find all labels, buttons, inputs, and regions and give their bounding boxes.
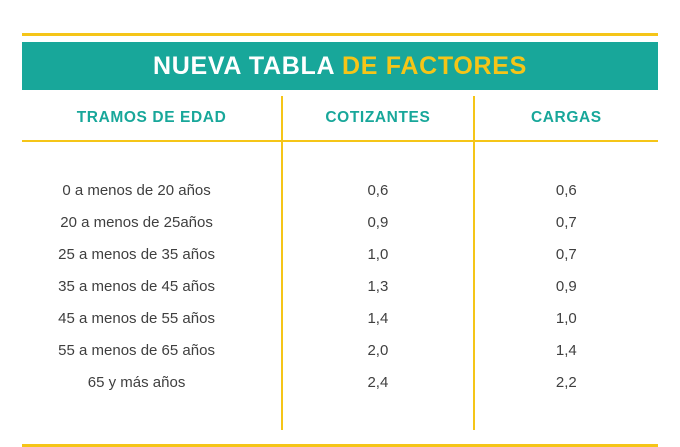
table-row bbox=[22, 206, 658, 238]
spacer-cell bbox=[474, 141, 658, 174]
table-body bbox=[22, 141, 658, 430]
page-title bbox=[153, 52, 527, 81]
cell-contributors: 2,4 bbox=[282, 366, 474, 398]
cell-age-range: 25 a menos de 35 años bbox=[58, 245, 215, 263]
cell-dependents: 0,7 bbox=[474, 238, 658, 270]
table-spacer-row bbox=[22, 398, 658, 430]
spacer-cell bbox=[282, 141, 474, 174]
cell-contributors: 1,4 bbox=[282, 302, 474, 334]
cell-contributors: 0,6 bbox=[282, 174, 474, 206]
page-title-main: NUEVA TABLA bbox=[153, 51, 342, 80]
table-row bbox=[22, 174, 658, 206]
page-title-accent: DE FACTORES bbox=[341, 51, 527, 80]
table-row bbox=[22, 270, 658, 302]
cell-age-range: 65 y más años bbox=[87, 373, 186, 391]
table-row bbox=[22, 334, 658, 366]
table-row bbox=[22, 238, 658, 270]
cell-age-range: 20 a menos de 25años bbox=[60, 213, 213, 231]
spacer-cell bbox=[474, 398, 658, 430]
cell-dependents: 2,2 bbox=[474, 366, 658, 398]
factors-table-page bbox=[0, 33, 680, 444]
table-header bbox=[22, 96, 658, 141]
top-divider-rule bbox=[22, 33, 658, 36]
cell-age-range: 35 a menos de 45 años bbox=[58, 277, 215, 295]
table-row bbox=[22, 366, 658, 398]
cell-age-range: 0 a menos de 20 años bbox=[62, 181, 211, 199]
factors-table bbox=[22, 96, 658, 430]
cell-dependents: 1,4 bbox=[474, 334, 658, 366]
column-header-age-range: TRAMOS DE EDAD bbox=[22, 96, 282, 141]
cell-dependents: 0,7 bbox=[474, 206, 658, 238]
table-spacer-row bbox=[22, 141, 658, 174]
cell-dependents: 0,6 bbox=[474, 174, 658, 206]
cell-age-range: 55 a menos de 65 años bbox=[58, 341, 215, 359]
cell-contributors: 0,9 bbox=[282, 206, 474, 238]
table-row bbox=[22, 302, 658, 334]
title-banner bbox=[22, 42, 658, 90]
cell-dependents: 0,9 bbox=[474, 270, 658, 302]
cell-age-range: 45 a menos de 55 años bbox=[58, 309, 215, 327]
spacer-cell bbox=[22, 141, 282, 174]
cell-contributors: 1,3 bbox=[282, 270, 474, 302]
cell-dependents: 1,0 bbox=[474, 302, 658, 334]
column-header-contributors: COTIZANTES bbox=[282, 96, 474, 141]
table-header-row bbox=[22, 96, 658, 141]
cell-contributors: 1,0 bbox=[282, 238, 474, 270]
column-header-dependents: CARGAS bbox=[474, 96, 658, 141]
spacer-cell bbox=[22, 398, 282, 430]
cell-contributors: 2,0 bbox=[282, 334, 474, 366]
spacer-cell bbox=[282, 398, 474, 430]
